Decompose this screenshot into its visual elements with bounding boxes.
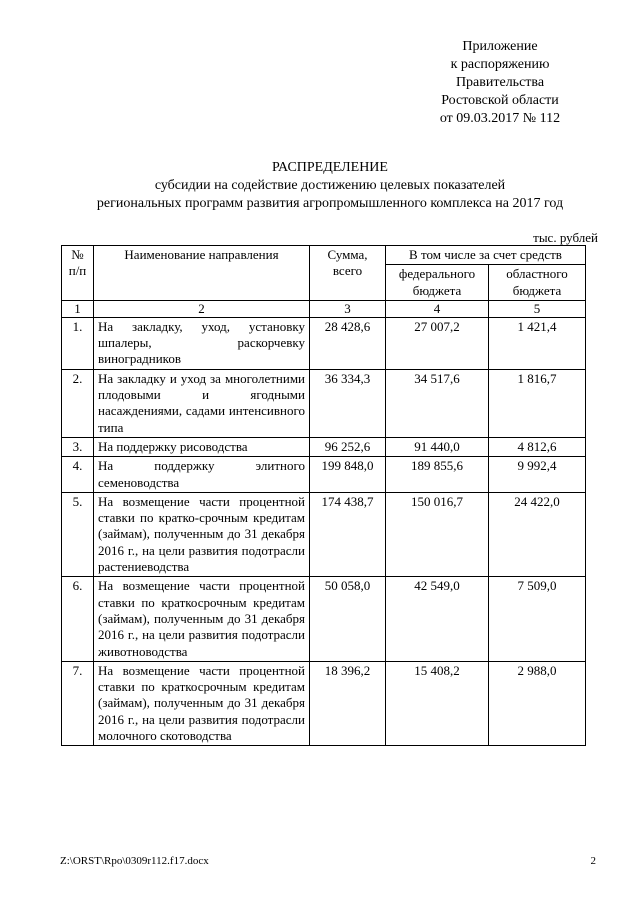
appendix-line: Ростовской области xyxy=(441,93,559,108)
row-direction: На возмещение части процентной ставки по краткосрочным кредитам (займам), полученным до 31 декабря 2016 г., на цели развития подотрасли молочного скотоводства xyxy=(94,661,310,745)
row-regional: 1 816,7 xyxy=(489,369,586,437)
row-regional: 9 992,4 xyxy=(489,457,586,493)
index-cell: 5 xyxy=(489,300,586,317)
row-regional: 7 509,0 xyxy=(489,577,586,661)
distribution-table xyxy=(61,245,586,746)
header-federal: федерального бюджета xyxy=(386,265,489,301)
index-row xyxy=(62,300,586,317)
row-regional: 2 988,0 xyxy=(489,661,586,745)
index-cell: 2 xyxy=(94,300,310,317)
row-total: 96 252,6 xyxy=(310,437,386,456)
row-federal: 15 408,2 xyxy=(386,661,489,745)
appendix-block xyxy=(390,38,610,128)
appendix-line: от 09.03.2017 № 112 xyxy=(439,111,561,126)
header-row xyxy=(62,246,586,265)
table-row xyxy=(62,457,586,493)
title-line-2: региональных программ развития агропромышленного комплекса на 2017 год xyxy=(96,196,564,211)
row-number: 6. xyxy=(62,577,94,661)
table-row xyxy=(62,369,586,437)
row-federal: 34 517,6 xyxy=(386,369,489,437)
row-number: 5. xyxy=(62,492,94,576)
header-including: В том числе за счет средств xyxy=(386,246,586,265)
footer-file-path: Z:\ORST\Rpo\0309r112.f17.docx xyxy=(60,855,209,867)
document-title xyxy=(30,159,630,213)
row-number: 2. xyxy=(62,369,94,437)
index-cell: 3 xyxy=(310,300,386,317)
units-label: тыс. рублей xyxy=(533,230,598,245)
row-number: 7. xyxy=(62,661,94,745)
row-total: 28 428,6 xyxy=(310,317,386,369)
row-number: 3. xyxy=(62,437,94,456)
appendix-line: Приложение xyxy=(462,39,538,54)
row-direction: На поддержку элитного семеноводства xyxy=(94,457,310,493)
title-heading: РАСПРЕДЕЛЕНИЕ xyxy=(272,160,388,175)
table-row xyxy=(62,577,586,661)
row-direction: На закладку, уход, установку шпалеры, раскорчевку виноградников xyxy=(94,317,310,369)
header-num: № п/п xyxy=(62,246,94,301)
table-row xyxy=(62,492,586,576)
row-regional: 1 421,4 xyxy=(489,317,586,369)
header-regional: областного бюджета xyxy=(489,265,586,301)
appendix-line: Правительства xyxy=(455,75,545,90)
index-cell: 4 xyxy=(386,300,489,317)
table-row xyxy=(62,661,586,745)
row-total: 36 334,3 xyxy=(310,369,386,437)
row-regional: 4 812,6 xyxy=(489,437,586,456)
row-federal: 150 016,7 xyxy=(386,492,489,576)
row-total: 174 438,7 xyxy=(310,492,386,576)
table-row xyxy=(62,317,586,369)
header-name: Наименование направления xyxy=(94,246,310,301)
row-regional: 24 422,0 xyxy=(489,492,586,576)
row-total: 199 848,0 xyxy=(310,457,386,493)
row-direction: На возмещение части процентной ставки по краткосрочным кредитам (займам), полученным до 31 декабря 2016 г., на цели развития подотрасли животноводства xyxy=(94,577,310,661)
row-number: 1. xyxy=(62,317,94,369)
row-total: 50 058,0 xyxy=(310,577,386,661)
row-federal: 189 855,6 xyxy=(386,457,489,493)
row-federal: 42 549,0 xyxy=(386,577,489,661)
row-federal: 27 007,2 xyxy=(386,317,489,369)
row-federal: 91 440,0 xyxy=(386,437,489,456)
row-total: 18 396,2 xyxy=(310,661,386,745)
title-line-1: субсидии на содействие достижению целевых показателей xyxy=(154,178,506,193)
table-row xyxy=(62,437,586,456)
row-direction: На закладку и уход за многолетними плодовыми и ягодными насаждениями, садами интенсивного типа xyxy=(94,369,310,437)
appendix-line: к распоряжению xyxy=(450,57,550,72)
row-direction: На поддержку рисоводства xyxy=(94,437,310,456)
index-cell: 1 xyxy=(62,300,94,317)
row-number: 4. xyxy=(62,457,94,493)
page-number: 2 xyxy=(590,855,596,867)
header-total: Сумма, всего xyxy=(310,246,386,301)
row-direction: На возмещение части процентной ставки по кратко-срочным кредитам (займам), полученным до 31 декабря 2016 г., на цели развития подотрасли растениеводства xyxy=(94,492,310,576)
